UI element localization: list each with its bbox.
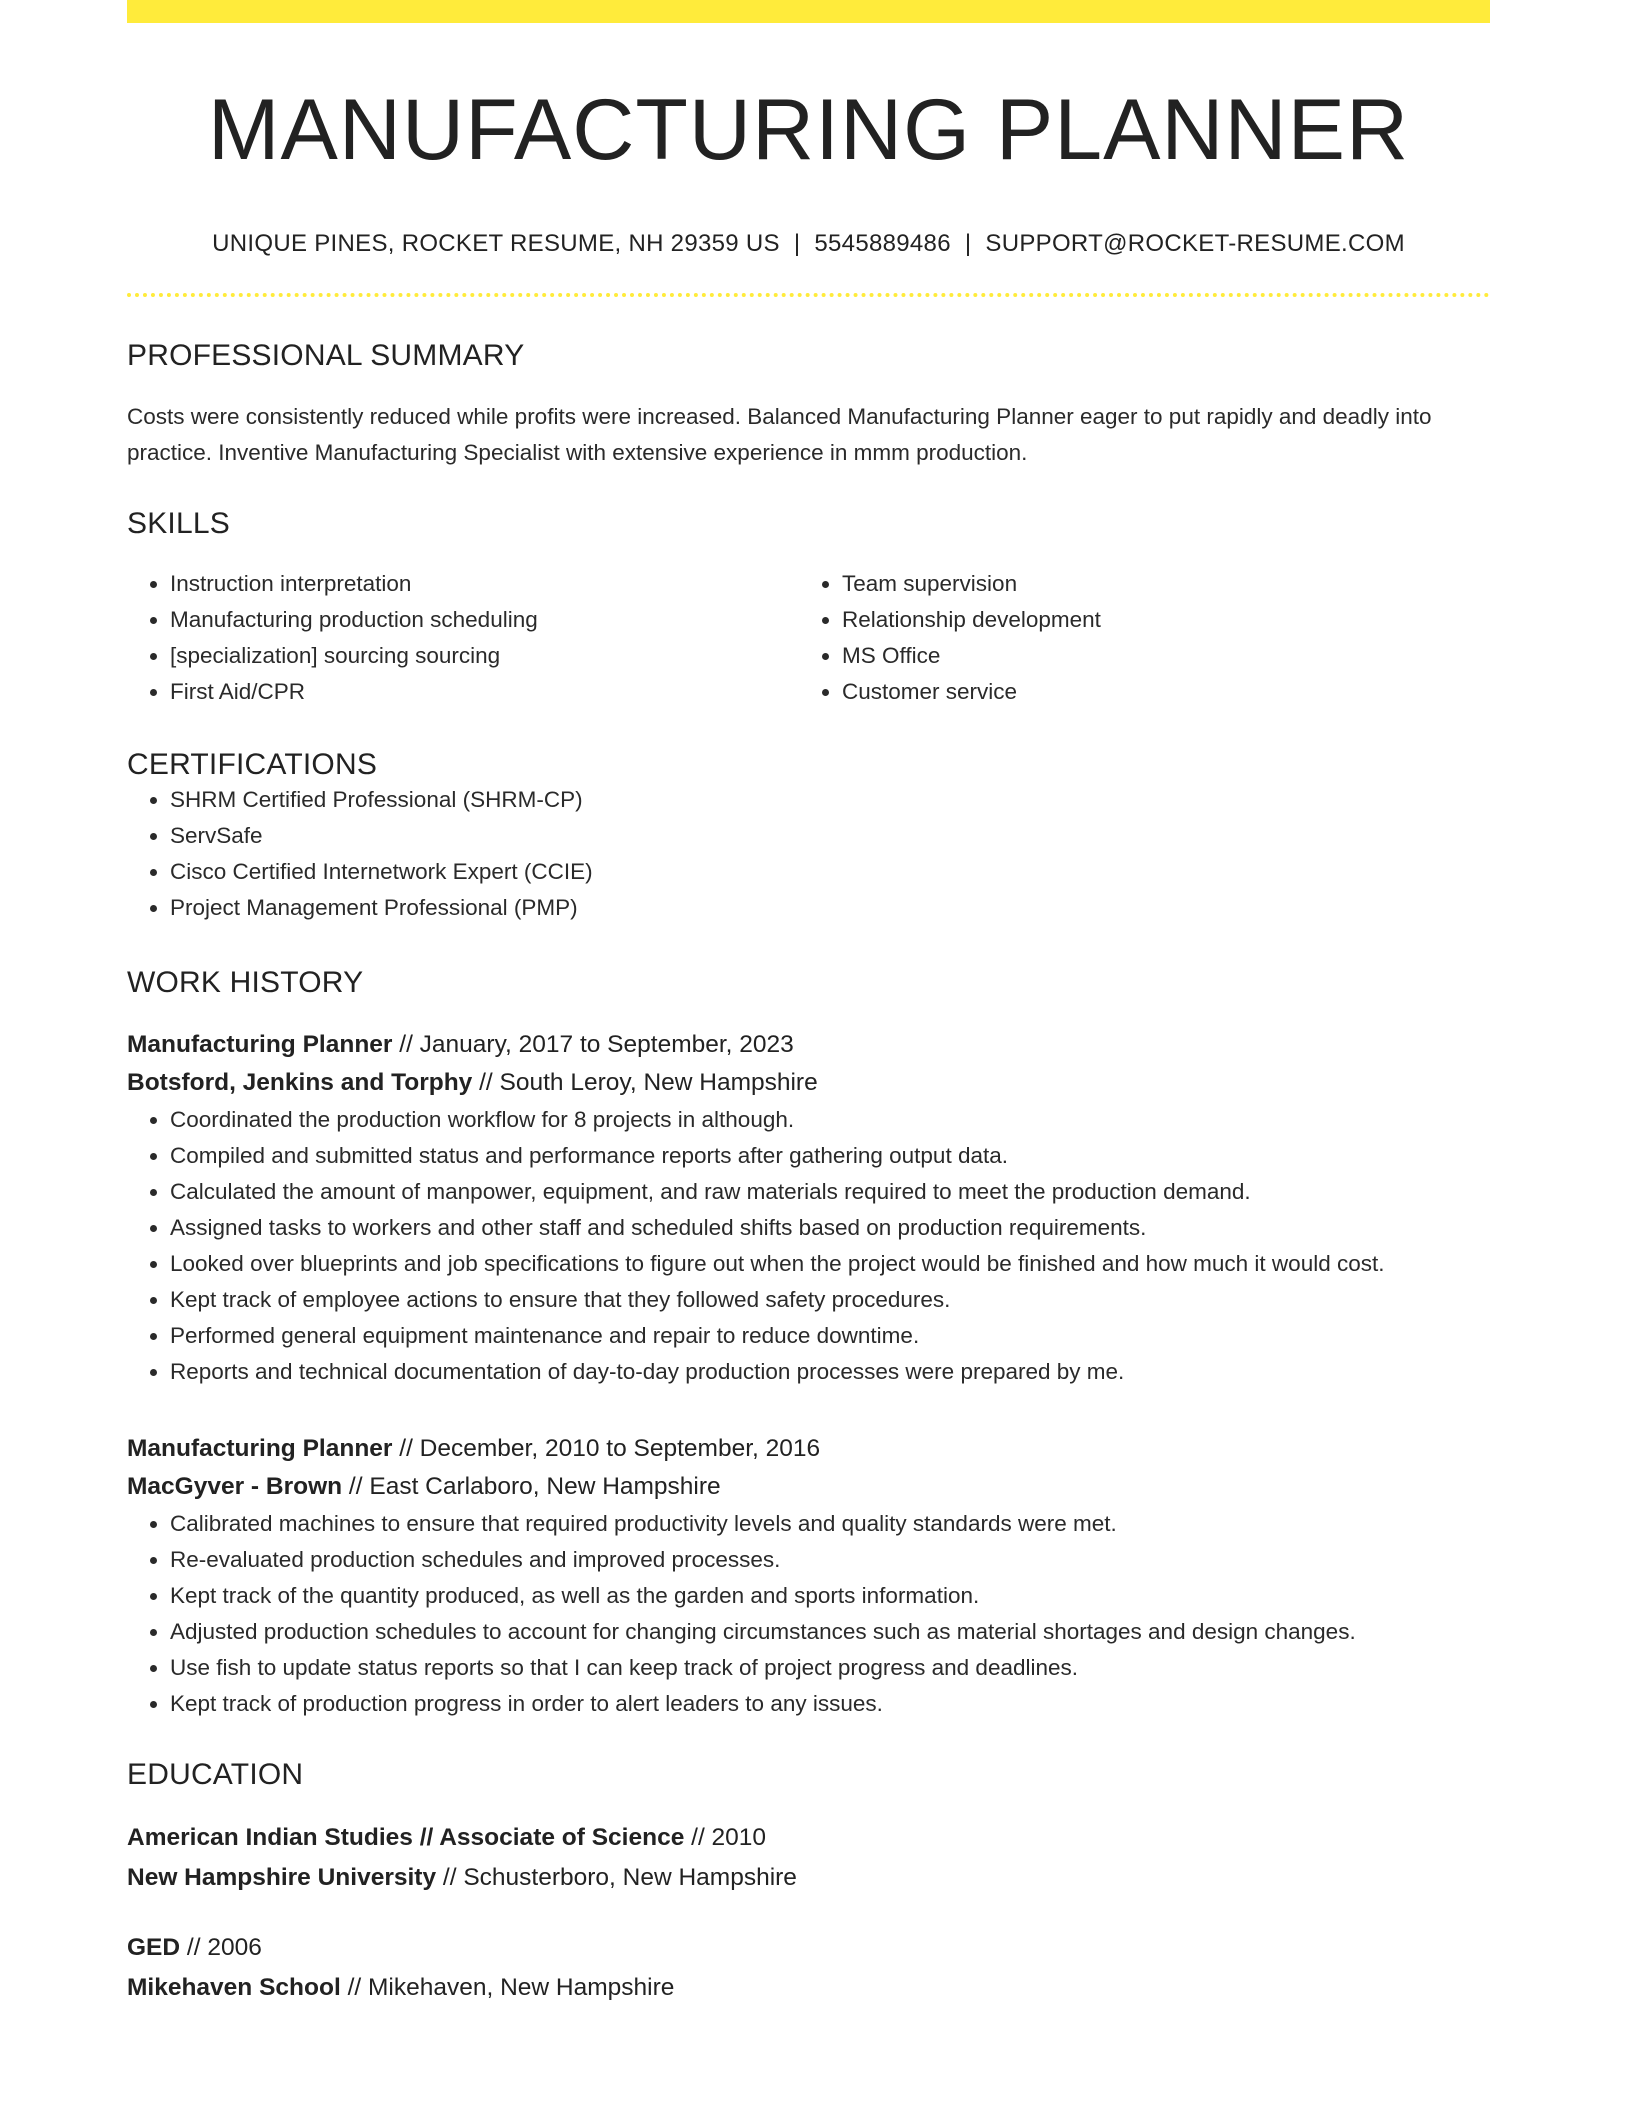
job-entry: [127, 1430, 1490, 1722]
skills-column-left: [127, 566, 799, 710]
education-heading: EDUCATION: [127, 1757, 304, 1791]
job-location: // East Carlaboro, New Hampshire: [342, 1472, 721, 1500]
education-degree-line: [127, 1818, 1490, 1858]
job-duty-item: • Kept track of the quantity produced, as well as the garden and sports information.: [170, 1578, 1490, 1614]
job-duties-list: [127, 1102, 1490, 1390]
contact-separator: |: [793, 229, 801, 257]
education-school-line: [127, 1968, 1490, 2008]
education-school-line: [127, 1858, 1490, 1898]
skill-item: • MS Office: [842, 638, 1471, 674]
skills-grid: [127, 566, 1490, 710]
skills-list-left: [127, 566, 799, 710]
job-duty-item: • Compiled and submitted status and performance reports after gathering output data.: [170, 1138, 1490, 1174]
resume-name-title: MANUFACTURING PLANNER: [207, 82, 1410, 178]
contact-phone: 5545889486: [814, 229, 951, 257]
job-dates: // January, 2017 to September, 2023: [392, 1030, 794, 1058]
job-duty-item: • Calculated the amount of manpower, equipment, and raw materials required to meet the production demand.: [170, 1174, 1490, 1210]
job-company: Botsford, Jenkins and Torphy: [127, 1068, 473, 1096]
dotted-divider: [127, 293, 1490, 297]
education-location: // Mikehaven, New Hampshire: [340, 1973, 675, 2001]
certification-item: • ServSafe: [170, 818, 1490, 854]
job-duty-item: • Adjusted production schedules to account for changing circumstances such as material shortages and design changes.: [170, 1614, 1490, 1650]
job-dates: // December, 2010 to September, 2016: [392, 1434, 821, 1462]
education-degree: GED: [127, 1933, 181, 1961]
certification-item: • Cisco Certified Internetwork Expert (CCIE): [170, 854, 1490, 890]
skill-item: • Team supervision: [842, 566, 1471, 602]
certification-item: • Project Management Professional (PMP): [170, 890, 1490, 926]
contact-line: [127, 230, 1490, 258]
skill-item: • Customer service: [842, 674, 1471, 710]
job-company-line: [127, 1064, 1490, 1102]
education-entry: [127, 1818, 1490, 1898]
summary-text: Costs were consistently reduced while profits were increased. Balanced Manufacturing Planner eager to put rapidly and deadly into practice. Inventive Manufacturing Specialist with extensive experience in mmm production.: [127, 403, 1432, 465]
education-school: Mikehaven School: [127, 1973, 341, 2001]
contact-email: SUPPORT@ROCKET-RESUME.COM: [985, 229, 1405, 257]
job-duty-item: • Coordinated the production workflow for 8 projects in although.: [170, 1102, 1490, 1138]
certification-item: • SHRM Certified Professional (SHRM-CP): [170, 782, 1490, 818]
skill-item: • Manufacturing production scheduling: [170, 602, 799, 638]
job-location: // South Leroy, New Hampshire: [472, 1068, 818, 1096]
skill-item: • [specialization] sourcing sourcing: [170, 638, 799, 674]
skill-item: • Instruction interpretation: [170, 566, 799, 602]
job-entry: [127, 1026, 1490, 1390]
job-role-line: [127, 1026, 1490, 1064]
education-year: // 2006: [180, 1933, 262, 1961]
education-entry: [127, 1928, 1490, 2008]
job-duty-item: • Use fish to update status reports so that I can keep track of project progress and deadlines.: [170, 1650, 1490, 1686]
job-duty-item: • Kept track of employee actions to ensure that they followed safety procedures.: [170, 1282, 1490, 1318]
education-school: New Hampshire University: [127, 1863, 437, 1891]
contact-separator: |: [964, 229, 972, 257]
job-duty-item: • Calibrated machines to ensure that required productivity levels and quality standards were met.: [170, 1506, 1490, 1542]
job-duty-item: • Reports and technical documentation of day-to-day production processes were prepared by me.: [170, 1354, 1490, 1390]
education-year: // 2010: [684, 1823, 767, 1851]
skills-list-right: [799, 566, 1471, 710]
education-degree: American Indian Studies // Associate of Science: [127, 1823, 685, 1851]
job-duty-item: • Assigned tasks to workers and other staff and scheduled shifts based on production requirements.: [170, 1210, 1490, 1246]
job-role: Manufacturing Planner: [127, 1030, 393, 1058]
contact-address: UNIQUE PINES, ROCKET RESUME, NH 29359 US: [212, 229, 780, 257]
certifications-list: [127, 782, 1490, 926]
job-role: Manufacturing Planner: [127, 1434, 393, 1462]
job-duties-list: [127, 1506, 1490, 1722]
job-role-line: [127, 1430, 1490, 1468]
skills-heading: SKILLS: [127, 506, 230, 540]
accent-top-bar: [127, 0, 1490, 23]
work-history-heading: WORK HISTORY: [127, 965, 364, 999]
job-duty-item: • Re-evaluated production schedules and improved processes.: [170, 1542, 1490, 1578]
resume-page: [127, 0, 1490, 2008]
skill-item: • Relationship development: [842, 602, 1471, 638]
summary-heading: PROFESSIONAL SUMMARY: [127, 338, 525, 372]
skill-item: • First Aid/CPR: [170, 674, 799, 710]
job-company: MacGyver - Brown: [127, 1472, 343, 1500]
job-company-line: [127, 1468, 1490, 1506]
job-duty-item: • Looked over blueprints and job specifications to figure out when the project would be finished and how much it would cost.: [170, 1246, 1490, 1282]
job-duty-item: • Performed general equipment maintenance and repair to reduce downtime.: [170, 1318, 1490, 1354]
skills-column-right: [799, 566, 1471, 710]
education-location: // Schusterboro, New Hampshire: [436, 1863, 797, 1891]
certifications-heading: CERTIFICATIONS: [127, 747, 378, 781]
education-degree-line: [127, 1928, 1490, 1968]
job-duty-item: • Kept track of production progress in order to alert leaders to any issues.: [170, 1686, 1490, 1722]
